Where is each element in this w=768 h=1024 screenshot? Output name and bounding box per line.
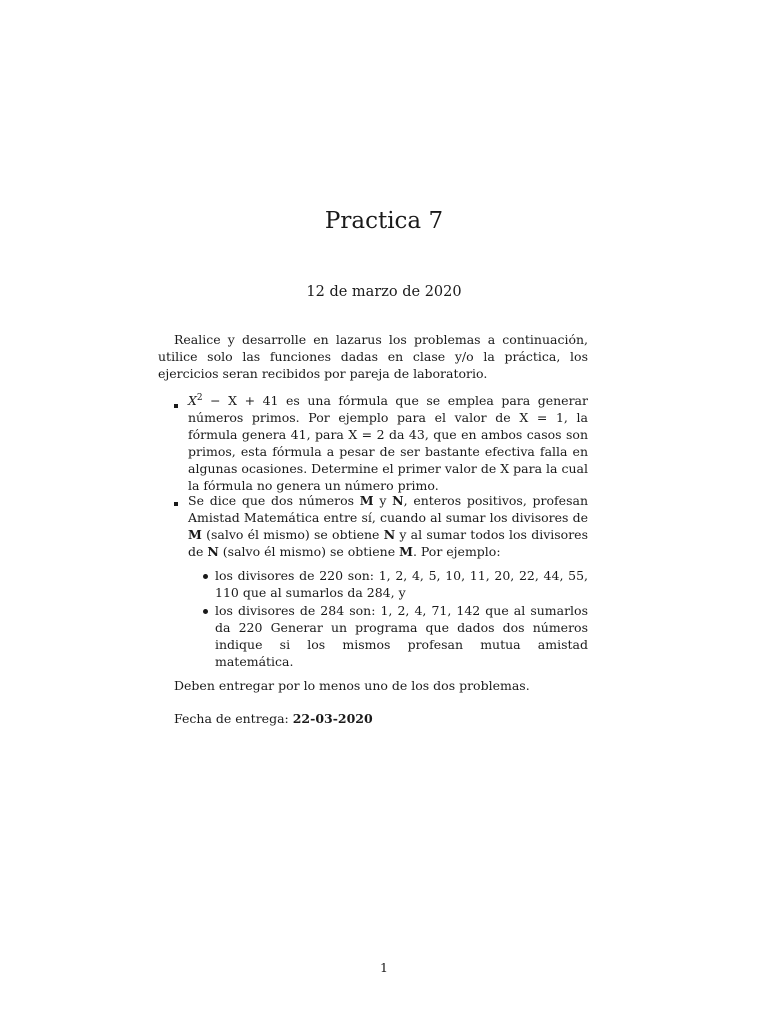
due-date: 22-03-2020 bbox=[292, 711, 373, 726]
page-number: 1 bbox=[380, 960, 388, 975]
formula-exponent: 2 bbox=[196, 393, 203, 403]
dot-bullet-icon bbox=[203, 574, 208, 579]
formula-variable: X bbox=[188, 393, 197, 409]
document-date: 12 de marzo de 2020 bbox=[306, 284, 462, 300]
problem-2: Se dice que dos números M y N, enteros positivos, profesan Amistad Matemática entre sí, cuando al sumar los divisores de M (salvo él mismo) se obtiene N y al sumar todos los divisores de N (salvo él mismo) se obtiene M. Por ejemplo: bbox=[188, 493, 588, 559]
square-bullet-icon bbox=[174, 502, 178, 506]
square-bullet-icon bbox=[174, 404, 178, 408]
page-title: Practica 7 bbox=[324, 208, 444, 234]
sub-item-284: los divisores de 284 son: 1, 2, 4, 71, 142 que al sumarlos da 220 Generar un programa que dados dos números indique si los mismos profesan mutua amistad matemática. bbox=[215, 603, 588, 669]
closing-text: Deben entregar por lo menos uno de los dos problemas. bbox=[174, 678, 530, 693]
due-date-line bbox=[174, 710, 594, 727]
due-label: Fecha de entrega: bbox=[174, 711, 293, 726]
sub-item-220: los divisores de 220 son: 1, 2, 4, 5, 10, 11, 20, 22, 44, 55, 110 que al sumarlos da 284, y bbox=[215, 568, 588, 600]
intro-paragraph: Realice y desarrolle en lazarus los problemas a continuación, utilice solo las funciones dadas en clase y/o la práctica, los ejercicios seran recibidos por pareja de laboratorio. bbox=[158, 332, 588, 381]
problem-1 bbox=[188, 390, 588, 494]
formula-rest: − X + 41 bbox=[202, 393, 279, 409]
problem-1-text: es una fórmula que se emplea para generar números primos. Por ejemplo para el valor de X = 1, la fórmula genera 41, para X = 2 da 43, que en ambos casos son primos, esta fórmula a pesar de ser bastante efectiva falla en algunas ocasiones. Determine el primer valor de X para la cual la fórmula no genera un número primo. bbox=[188, 393, 588, 494]
dot-bullet-icon bbox=[203, 609, 208, 614]
